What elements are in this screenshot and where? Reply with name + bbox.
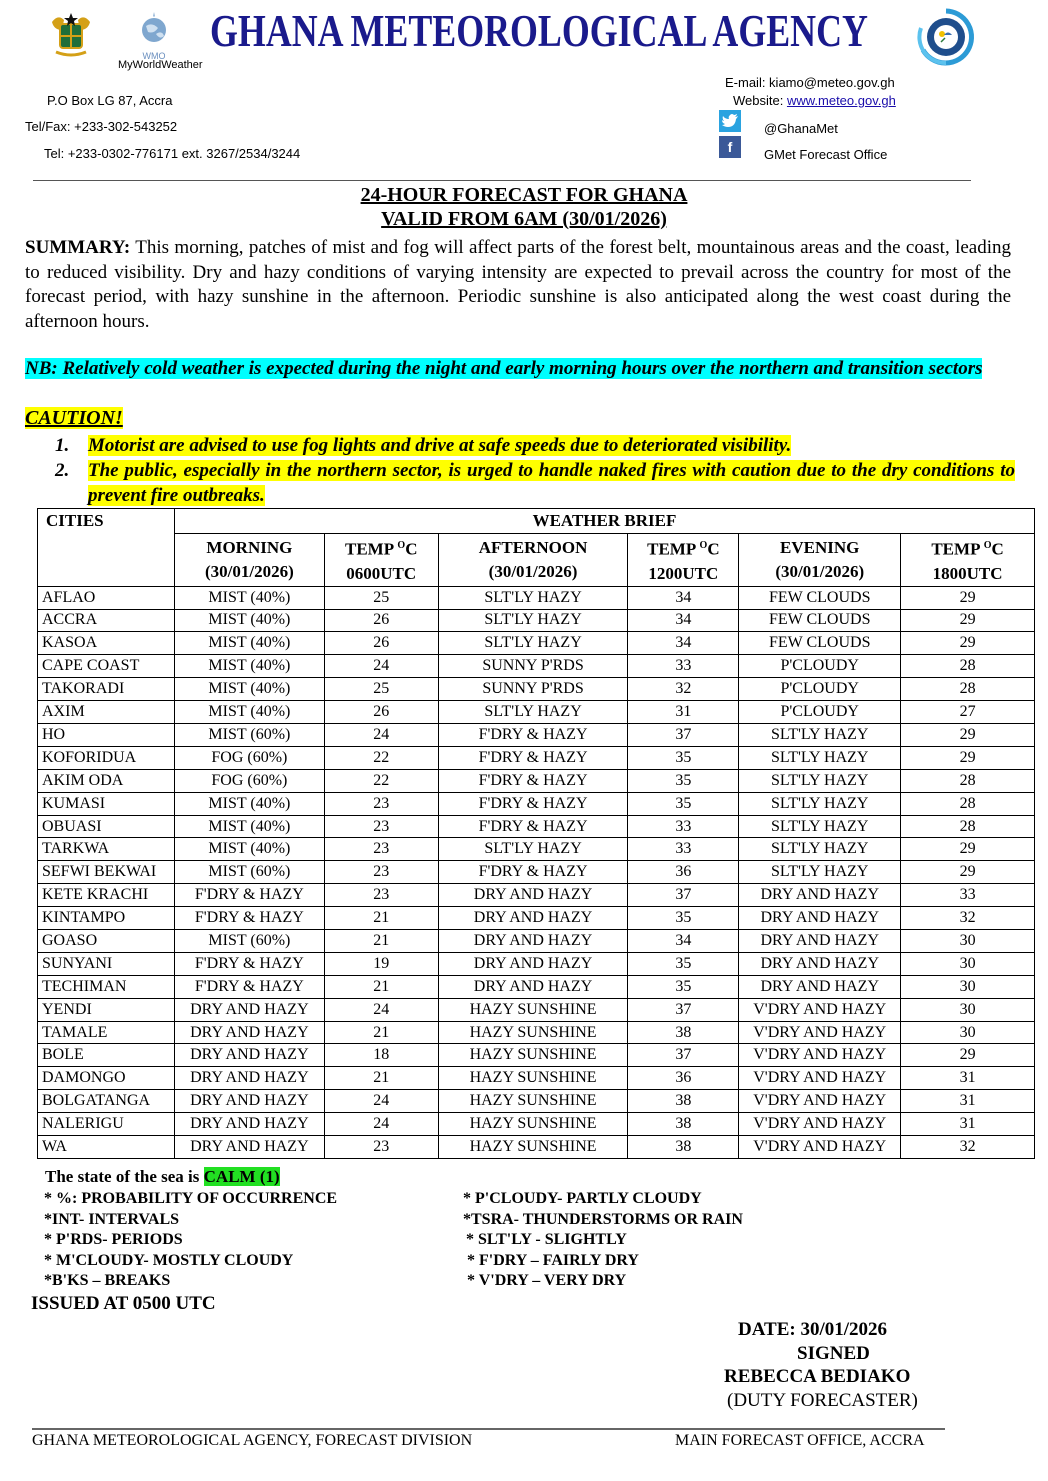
temp-1800-cell: 29 [901, 632, 1035, 655]
telephone: Tel: +233-0302-776171 ext. 3267/2534/3244 [44, 146, 301, 161]
temp-0600-cell: 24 [324, 1090, 438, 1113]
afternoon-cell: SLT'LY HAZY [438, 632, 628, 655]
temp-0600-cell: 25 [324, 678, 438, 701]
evening-cell: FEW CLOUDS [739, 586, 901, 609]
temp-0600-cell: 25 [324, 586, 438, 609]
evening-cell: SLT'LY HAZY [739, 792, 901, 815]
afternoon-cell: SLT'LY HAZY [438, 609, 628, 632]
evening-cell: V'DRY AND HAZY [739, 1113, 901, 1136]
temp-1200-cell: 31 [628, 701, 739, 724]
temp-1800-cell: 28 [901, 769, 1035, 792]
temp-1200-cell: 35 [628, 792, 739, 815]
legend-right [463, 1189, 743, 1292]
header-divider [33, 180, 971, 181]
temp-1200-cell: 36 [628, 1067, 739, 1090]
city-cell: SEFWI BEKWAI [38, 861, 175, 884]
table-row [38, 586, 1035, 609]
email: E-mail: kiamo@meteo.gov.gh [725, 75, 895, 90]
evening-cell: P'CLOUDY [739, 701, 901, 724]
postal-address: P.O Box LG 87, Accra [47, 93, 173, 108]
city-cell: GOASO [38, 930, 175, 953]
evening-cell: P'CLOUDY [739, 655, 901, 678]
table-row [38, 655, 1035, 678]
city-cell: AKIM ODA [38, 769, 175, 792]
temp-1200-cell: 38 [628, 1136, 739, 1159]
facebook-page[interactable]: GMet Forecast Office [764, 147, 888, 162]
temp-0600-cell: 21 [324, 975, 438, 998]
temp-1200-cell: 38 [628, 1113, 739, 1136]
table-row [38, 1090, 1035, 1113]
table-row [38, 701, 1035, 724]
city-cell: DAMONGO [38, 1067, 175, 1090]
evening-cell: V'DRY AND HAZY [739, 1067, 901, 1090]
morning-cell: F'DRY & HAZY [174, 952, 324, 975]
morning-cell: DRY AND HAZY [174, 1113, 324, 1136]
city-cell: KASOA [38, 632, 175, 655]
morning-cell: MIST (40%) [174, 678, 324, 701]
temp-0600-cell: 24 [324, 724, 438, 747]
morning-cell: MIST (60%) [174, 724, 324, 747]
legend-item: *B'KS – BREAKS [44, 1272, 171, 1290]
afternoon-cell: SUNNY P'RDS [438, 678, 628, 701]
evening-cell: V'DRY AND HAZY [739, 1090, 901, 1113]
afternoon-cell: HAZY SUNSHINE [438, 998, 628, 1021]
morning-cell: DRY AND HAZY [174, 1090, 324, 1113]
morning-cell: MIST (40%) [174, 792, 324, 815]
facebook-icon[interactable]: f [719, 136, 741, 158]
afternoon-cell: DRY AND HAZY [438, 975, 628, 998]
caution-item: 2. The public, especially in the northern sector, is urged to handle naked fires with caution due to the dry conditions to prevent fire outbreaks. [55, 460, 1015, 506]
temp-0600-cell: 19 [324, 952, 438, 975]
temp-1200-cell: 36 [628, 861, 739, 884]
temp-0600-cell: 24 [324, 655, 438, 678]
temp-1800-cell: 30 [901, 975, 1035, 998]
evening-cell: DRY AND HAZY [739, 975, 901, 998]
city-cell: TAKORADI [38, 678, 175, 701]
afternoon-cell: DRY AND HAZY [438, 907, 628, 930]
legend-item: * P'CLOUDY- PARTLY CLOUDY [463, 1190, 702, 1207]
wmo-label: WMO [142, 51, 166, 61]
temp-0600-cell: 21 [324, 1021, 438, 1044]
evening-cell: FEW CLOUDS [739, 632, 901, 655]
footer-divider [32, 1428, 945, 1430]
temp-1800-cell: 27 [901, 701, 1035, 724]
city-cell: KUMASI [38, 792, 175, 815]
temp-1200-cell: 35 [628, 746, 739, 769]
evening-cell: SLT'LY HAZY [739, 769, 901, 792]
temp-1800-cell: 30 [901, 952, 1035, 975]
table-row [38, 1021, 1035, 1044]
morning-cell: MIST (60%) [174, 861, 324, 884]
table-row [38, 930, 1035, 953]
morning-cell: F'DRY & HAZY [174, 907, 324, 930]
website-line [733, 93, 896, 108]
table-row [38, 1067, 1035, 1090]
evening-cell: DRY AND HAZY [739, 907, 901, 930]
evening-cell: SLT'LY HAZY [739, 838, 901, 861]
temp-1800-cell: 29 [901, 1044, 1035, 1067]
caution-heading: CAUTION! [25, 407, 123, 429]
afternoon-cell: SLT'LY HAZY [438, 838, 628, 861]
forecaster-role: (DUTY FORECASTER) [727, 1389, 918, 1411]
city-cell: NALERIGU [38, 1113, 175, 1136]
morning-cell: FOG (60%) [174, 769, 324, 792]
afternoon-cell: F'DRY & HAZY [438, 769, 628, 792]
summary-text: This morning, patches of mist and fog will affect parts of the forest belt, mountainous areas and the coast, leading to reduced visibility. Dry and hazy conditions of varying intensity are expected to prevail across the country for most of the forecast period, with hazy sunshine in the afternoon. Periodic sunshine is also anticipated along the west coast during the afternoon hours. [25, 237, 1011, 332]
city-cell: WA [38, 1136, 175, 1159]
afternoon-cell: F'DRY & HAZY [438, 746, 628, 769]
temp-0600-cell: 24 [324, 998, 438, 1021]
city-cell: TARKWA [38, 838, 175, 861]
table-row [38, 746, 1035, 769]
city-cell: TAMALE [38, 1021, 175, 1044]
table-row [38, 792, 1035, 815]
temp-1800-cell: 30 [901, 998, 1035, 1021]
temp-0600-cell: 21 [324, 930, 438, 953]
temp-0600-cell: 18 [324, 1044, 438, 1067]
sea-state-value: CALM (1) [203, 1167, 280, 1186]
afternoon-cell: F'DRY & HAZY [438, 792, 628, 815]
morning-cell: DRY AND HAZY [174, 998, 324, 1021]
tel-fax: Tel/Fax: +233-302-543252 [25, 119, 178, 134]
temp-0600-cell: 26 [324, 609, 438, 632]
summary-label: SUMMARY: [25, 237, 131, 258]
evening-cell: V'DRY AND HAZY [739, 1136, 901, 1159]
temp-0600-cell: 26 [324, 632, 438, 655]
evening-cell: FEW CLOUDS [739, 609, 901, 632]
legend-item: * V'DRY – VERY DRY [467, 1272, 627, 1290]
afternoon-cell: HAZY SUNSHINE [438, 1067, 628, 1090]
temp-1800-cell: 30 [901, 1021, 1035, 1044]
temp-1800-cell: 29 [901, 586, 1035, 609]
city-cell: KINTAMPO [38, 907, 175, 930]
city-cell: HO [38, 724, 175, 747]
morning-cell: DRY AND HAZY [174, 1044, 324, 1067]
table-row [38, 609, 1035, 632]
city-cell: AFLAO [38, 586, 175, 609]
city-cell: KETE KRACHI [38, 884, 175, 907]
evening-cell: V'DRY AND HAZY [739, 1044, 901, 1067]
wmo-logo [134, 12, 174, 61]
temp-1200-cell: 37 [628, 724, 739, 747]
twitter-handle[interactable]: @GhanaMet [764, 121, 838, 136]
temp-1800-cell: 31 [901, 1113, 1035, 1136]
legend-item: * M'CLOUDY- MOSTLY CLOUDY [44, 1251, 294, 1269]
evening-cell: P'CLOUDY [739, 678, 901, 701]
forecaster-name: REBECCA BEDIAKO [724, 1366, 911, 1387]
weather-brief-header: WEATHER BRIEF [174, 509, 1034, 534]
legend-item: * P'RDS- PERIODS [44, 1231, 183, 1249]
temp-1200-cell: 35 [628, 769, 739, 792]
evening-cell: V'DRY AND HAZY [739, 1021, 901, 1044]
agency-title: GHANA METEOROLOGICAL AGENCY [210, 5, 868, 56]
morning-cell: DRY AND HAZY [174, 1067, 324, 1090]
temp-1800-cell: 28 [901, 678, 1035, 701]
twitter-icon[interactable] [719, 110, 741, 132]
afternoon-cell: DRY AND HAZY [438, 884, 628, 907]
afternoon-cell: DRY AND HAZY [438, 930, 628, 953]
gmet-logo [917, 8, 975, 66]
temp-0600-cell: 23 [324, 815, 438, 838]
temp-1200-cell: 37 [628, 998, 739, 1021]
evening-cell: V'DRY AND HAZY [739, 998, 901, 1021]
morning-cell: F'DRY & HAZY [174, 884, 324, 907]
temp-1800-cell: 29 [901, 746, 1035, 769]
afternoon-cell: F'DRY & HAZY [438, 724, 628, 747]
legend-item: * SLT'LY - SLIGHTLY [466, 1231, 627, 1249]
temp-1800-cell: 29 [901, 609, 1035, 632]
table-row [38, 998, 1035, 1021]
afternoon-header: AFTERNOON (30/01/2026) [438, 534, 628, 587]
table-row [38, 1113, 1035, 1136]
temp-1800-cell: 28 [901, 792, 1035, 815]
afternoon-cell: SUNNY P'RDS [438, 655, 628, 678]
temp-0600-cell: 22 [324, 746, 438, 769]
table-row [38, 1044, 1035, 1067]
morning-cell: DRY AND HAZY [174, 1021, 324, 1044]
table-row [38, 769, 1035, 792]
table-row [38, 907, 1035, 930]
temp-0600-cell: 24 [324, 1113, 438, 1136]
temp-1200-cell: 35 [628, 907, 739, 930]
morning-header: MORNING (30/01/2026) [174, 534, 324, 587]
city-cell: AXIM [38, 701, 175, 724]
temp-1800-cell: 32 [901, 1136, 1035, 1159]
morning-cell: MIST (40%) [174, 609, 324, 632]
evening-cell: SLT'LY HAZY [739, 746, 901, 769]
temp-1200-cell: 35 [628, 952, 739, 975]
temp-1200-cell: 35 [628, 975, 739, 998]
morning-cell: MIST (40%) [174, 701, 324, 724]
evening-header: EVENING (30/01/2026) [739, 534, 901, 587]
temp-1200-cell: 34 [628, 632, 739, 655]
signed-label: SIGNED [797, 1342, 870, 1364]
issued-time: ISSUED AT 0500 UTC [31, 1293, 216, 1314]
table-row [38, 632, 1035, 655]
city-cell: BOLE [38, 1044, 175, 1067]
temp-1800-cell: 31 [901, 1090, 1035, 1113]
temp-1200-cell: 37 [628, 1044, 739, 1067]
nb-note: NB: Relatively cold weather is expected during the night and early morning hours over the northern and transition sectors [25, 358, 983, 379]
morning-cell: F'DRY & HAZY [174, 975, 324, 998]
temp-0600-cell: 23 [324, 792, 438, 815]
temp-1800-cell: 32 [901, 907, 1035, 930]
afternoon-cell: SLT'LY HAZY [438, 586, 628, 609]
city-cell: OBUASI [38, 815, 175, 838]
afternoon-cell: DRY AND HAZY [438, 952, 628, 975]
city-cell: ACCRA [38, 609, 175, 632]
afternoon-cell: HAZY SUNSHINE [438, 1136, 628, 1159]
city-cell: TECHIMAN [38, 975, 175, 998]
footer-left: GHANA METEOROLOGICAL AGENCY, FORECAST DIVISION [32, 1432, 473, 1449]
table-row [38, 678, 1035, 701]
temp-1800-header: TEMP $^O$C 1800UTC [901, 534, 1035, 587]
table-row [38, 815, 1035, 838]
city-cell: SUNYANI [38, 952, 175, 975]
temp-1800-cell: 30 [901, 930, 1035, 953]
temp-1200-cell: 37 [628, 884, 739, 907]
evening-cell: DRY AND HAZY [739, 930, 901, 953]
afternoon-cell: SLT'LY HAZY [438, 701, 628, 724]
valid-from-title: VALID FROM 6AM (30/01/2026) [381, 208, 667, 230]
evening-cell: DRY AND HAZY [739, 952, 901, 975]
temp-1200-header: TEMP $^O$C 1200UTC [628, 534, 739, 587]
footer-right: MAIN FORECAST OFFICE, ACCRA [675, 1432, 925, 1449]
temp-0600-cell: 23 [324, 884, 438, 907]
table-row [38, 838, 1035, 861]
temp-0600-cell: 23 [324, 1136, 438, 1159]
temp-0600-header: TEMP $^O$C 0600UTC [324, 534, 438, 587]
city-cell: YENDI [38, 998, 175, 1021]
morning-cell: MIST (60%) [174, 930, 324, 953]
temp-0600-cell: 26 [324, 701, 438, 724]
temp-1800-cell: 29 [901, 838, 1035, 861]
afternoon-cell: F'DRY & HAZY [438, 815, 628, 838]
temp-1200-cell: 33 [628, 838, 739, 861]
temp-1200-cell: 33 [628, 655, 739, 678]
legend-item: *INT- INTERVALS [44, 1210, 180, 1228]
table-row [38, 861, 1035, 884]
legend-item: * %: PROBABILITY OF OCCURRENCE [44, 1190, 338, 1207]
table-row [38, 952, 1035, 975]
legend-item: * F'DRY – FAIRLY DRY [467, 1251, 639, 1269]
temp-1200-cell: 33 [628, 815, 739, 838]
legend-item: *TSRA- THUNDERSTORMS OR RAIN [463, 1210, 743, 1228]
table-row [38, 884, 1035, 907]
table-row [38, 1136, 1035, 1159]
city-cell: BOLGATANGA [38, 1090, 175, 1113]
temp-1800-cell: 33 [901, 884, 1035, 907]
website-label: Website: [733, 93, 787, 108]
temp-1800-cell: 29 [901, 724, 1035, 747]
table-row [38, 975, 1035, 998]
morning-cell: MIST (40%) [174, 838, 324, 861]
evening-cell: SLT'LY HAZY [739, 815, 901, 838]
temp-1800-cell: 29 [901, 861, 1035, 884]
temp-1800-cell: 28 [901, 815, 1035, 838]
cities-header: CITIES [38, 509, 175, 587]
forecast-table [37, 508, 1035, 1159]
evening-cell: DRY AND HAZY [739, 884, 901, 907]
evening-cell: SLT'LY HAZY [739, 861, 901, 884]
legend-left [44, 1189, 337, 1292]
afternoon-cell: HAZY SUNSHINE [438, 1113, 628, 1136]
temp-1200-cell: 34 [628, 586, 739, 609]
temp-1200-cell: 38 [628, 1021, 739, 1044]
caution-list [55, 433, 1015, 508]
temp-0600-cell: 21 [324, 907, 438, 930]
website-link[interactable]: www.meteo.gov.gh [786, 93, 896, 108]
temp-0600-cell: 23 [324, 861, 438, 884]
morning-cell: DRY AND HAZY [174, 1136, 324, 1159]
temp-1200-cell: 32 [628, 678, 739, 701]
temp-1800-cell: 28 [901, 655, 1035, 678]
morning-cell: MIST (40%) [174, 632, 324, 655]
temp-1200-cell: 38 [628, 1090, 739, 1113]
forecast-title: 24-HOUR FORECAST FOR GHANA [360, 184, 688, 206]
temp-0600-cell: 23 [324, 838, 438, 861]
sea-state: The state of the sea is CALM (1) [45, 1167, 280, 1186]
afternoon-cell: HAZY SUNSHINE [438, 1090, 628, 1113]
my-world-weather-label: MyWorldWeather [118, 59, 203, 71]
summary-paragraph [25, 236, 1011, 334]
morning-cell: FOG (60%) [174, 746, 324, 769]
temp-0600-cell: 21 [324, 1067, 438, 1090]
evening-cell: SLT'LY HAZY [739, 724, 901, 747]
morning-cell: MIST (40%) [174, 815, 324, 838]
morning-cell: MIST (40%) [174, 586, 324, 609]
signature-block [720, 1318, 918, 1412]
temp-0600-cell: 22 [324, 769, 438, 792]
afternoon-cell: HAZY SUNSHINE [438, 1044, 628, 1067]
city-cell: CAPE COAST [38, 655, 175, 678]
morning-cell: MIST (40%) [174, 655, 324, 678]
temp-1800-cell: 31 [901, 1067, 1035, 1090]
temp-1200-cell: 34 [628, 930, 739, 953]
ghana-coat-of-arms-logo [48, 12, 94, 58]
issue-date: DATE: 30/01/2026 [738, 1319, 888, 1340]
afternoon-cell: F'DRY & HAZY [438, 861, 628, 884]
temp-1200-cell: 34 [628, 609, 739, 632]
forecast-table-body [38, 586, 1035, 1158]
table-row [38, 724, 1035, 747]
afternoon-cell: HAZY SUNSHINE [438, 1021, 628, 1044]
city-cell: KOFORIDUA [38, 746, 175, 769]
caution-item: 1. Motorist are advised to use fog lights and drive at safe speeds due to deteriorated visibility. [55, 435, 792, 456]
